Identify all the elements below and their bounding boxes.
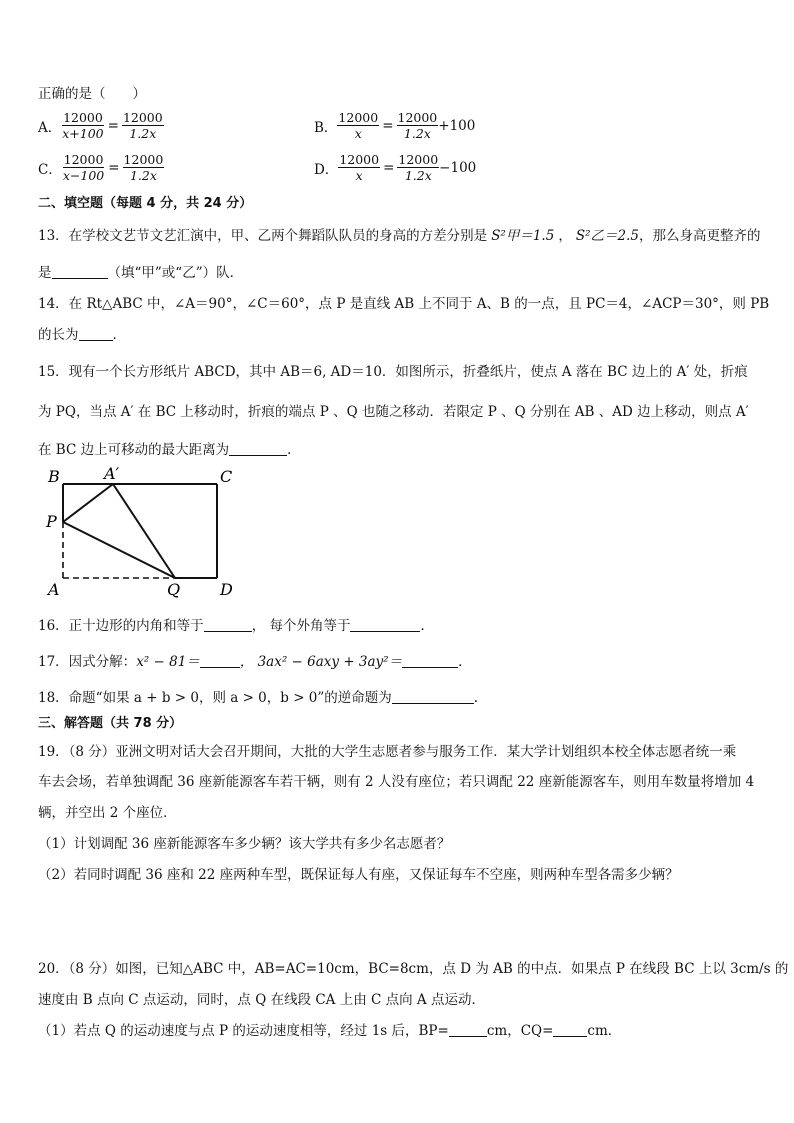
label-d: D [220, 580, 233, 599]
answer-blank [449, 1023, 487, 1037]
question-12-tail: 正确的是（ ） [38, 86, 146, 102]
answer-blank [350, 618, 420, 632]
fraction: $\frac{12000}{1.2x}$ [398, 152, 439, 183]
question-19-line2: 车去会场，若单独调配 36 座新能源客车若干辆，则有 2 人没有座位；若只调配 22 座新能源客车，则用车数量将增加 4 [38, 774, 755, 790]
option-c: C． $\frac{12000}{x-100}$ = $\frac{12000}{1.2x}$ [38, 152, 164, 183]
question-20-part1: （1）若点 Q 的运动速度与点 P 的运动速度相等，经过 1s 后，BP= cm，CQ= cm． [38, 1023, 622, 1039]
answer-blank [229, 442, 287, 456]
rectangle-fold-figure [40, 462, 250, 602]
question-15-line2: 为 PQ，当点 A′ 在 BC 上移动时，折痕的端点 P 、Q 也随之移动．若限定 P 、Q 分别在 AB 、AD 边上移动，则点 A′ [38, 404, 749, 420]
option-b: B． $\frac{12000}{x}$ = $\frac{12000}{1.2x}$ +100 [314, 110, 476, 141]
question-19-part1: （1）计划调配 36 座新能源客车多少辆？该大学共有多少名志愿者？ [38, 836, 451, 852]
question-15-line1: 15．现有一个长方形纸片 ABCD，其中 AB＝6, AD＝10．如图所示，折叠纸片，使点 A 落在 BC 边上的 A′ 处，折痕 [38, 364, 748, 380]
question-15-line3: 在 BC 边上可移动的最大距离为 ． [38, 442, 301, 458]
section-heading-solutions: 三、解答题（共 78 分） [38, 716, 183, 731]
question-14-line1: 14．在 Rt△ABC 中，∠A＝90°，∠C＝60°，点 P 是直线 AB 上不同于 A、B 的一点，且 PC＝4，∠ACP＝30°，则 PB [38, 296, 770, 312]
answer-blank [200, 654, 240, 668]
question-20-line2: 速度由 B 点向 C 点运动，同时，点 Q 在线段 CA 上由 C 点向 A 点运动． [38, 992, 485, 1008]
fraction: $\frac{12000}{x}$ [338, 110, 379, 141]
question-18: 18．命题“如果 a + b > 0，则 a > 0，b > 0”的逆命题为 . [38, 690, 479, 706]
question-13-line1: 13．在学校文艺节文艺汇演中，甲、乙两个舞蹈队队员的身高的方差分别是 S²甲＝1.5 ， S²乙＝2.5，那么身高更整齐的 [38, 228, 761, 244]
answer-blank [392, 690, 474, 704]
fraction: $\frac{12000}{1.2x}$ [123, 152, 164, 183]
label-a-prime: A′ [104, 464, 120, 483]
segment-pa1 [63, 484, 113, 522]
answer-blank [204, 618, 252, 632]
question-14-line2: 的长为 ． [38, 327, 126, 343]
fraction: $\frac{12000}{1.2x}$ [397, 110, 438, 141]
label-p: P [46, 512, 57, 531]
answer-blank [52, 265, 108, 279]
segment-a1q [113, 484, 175, 578]
label-b: B [48, 467, 60, 486]
section-heading-fill-in: 二、填空题（每题 4 分，共 24 分） [38, 196, 253, 211]
question-19-line1: 19．（8 分）亚洲文明对话大会召开期间，大批的大学生志愿者参与服务工作．某大学计划组织本校全体志愿者统一乘 [38, 744, 737, 760]
question-13-line2: 是 （填“甲”或“乙”）队． [38, 265, 244, 281]
label-a: A [48, 580, 60, 599]
fraction: $\frac{12000}{1.2x}$ [122, 110, 163, 141]
question-17: 17．因式分解：x² − 81＝ ， 3ax² − 6axy + 3ay²＝ ． [38, 654, 472, 670]
option-d: D． $\frac{12000}{x}$ = $\frac{12000}{1.2x}$ −100 [314, 152, 477, 183]
answer-blank [79, 327, 113, 341]
fraction: $\frac{12000}{x-100}$ [62, 152, 105, 183]
fraction: $\frac{12000}{x}$ [339, 152, 380, 183]
option-a: A． $\frac{12000}{x+100}$ = $\frac{12000}{1.2x}$ [38, 110, 163, 141]
label-c: C [220, 467, 233, 486]
question-19-part2: （2）若同时调配 36 座和 22 座两种车型，既保证每人有座，又保证每车不空座，则两种车型各需多少辆？ [38, 867, 679, 883]
question-19-line3: 辆，并空出 2 个座位． [38, 805, 177, 821]
answer-blank [553, 1023, 587, 1037]
fraction: $\frac{12000}{x+100}$ [62, 110, 104, 141]
fold-line-pq [63, 522, 175, 578]
answer-blank [402, 654, 458, 668]
question-20-line1: 20．（8 分）如图，已知△ABC 中，AB=AC=10cm，BC=8cm，点 D 为 AB 的中点．如果点 P 在线段 BC 上以 3cm/s 的 [38, 961, 789, 977]
question-16: 16．正十边形的内角和等于 ， 每个外角等于 ． [38, 618, 434, 634]
label-q: Q [167, 580, 181, 599]
